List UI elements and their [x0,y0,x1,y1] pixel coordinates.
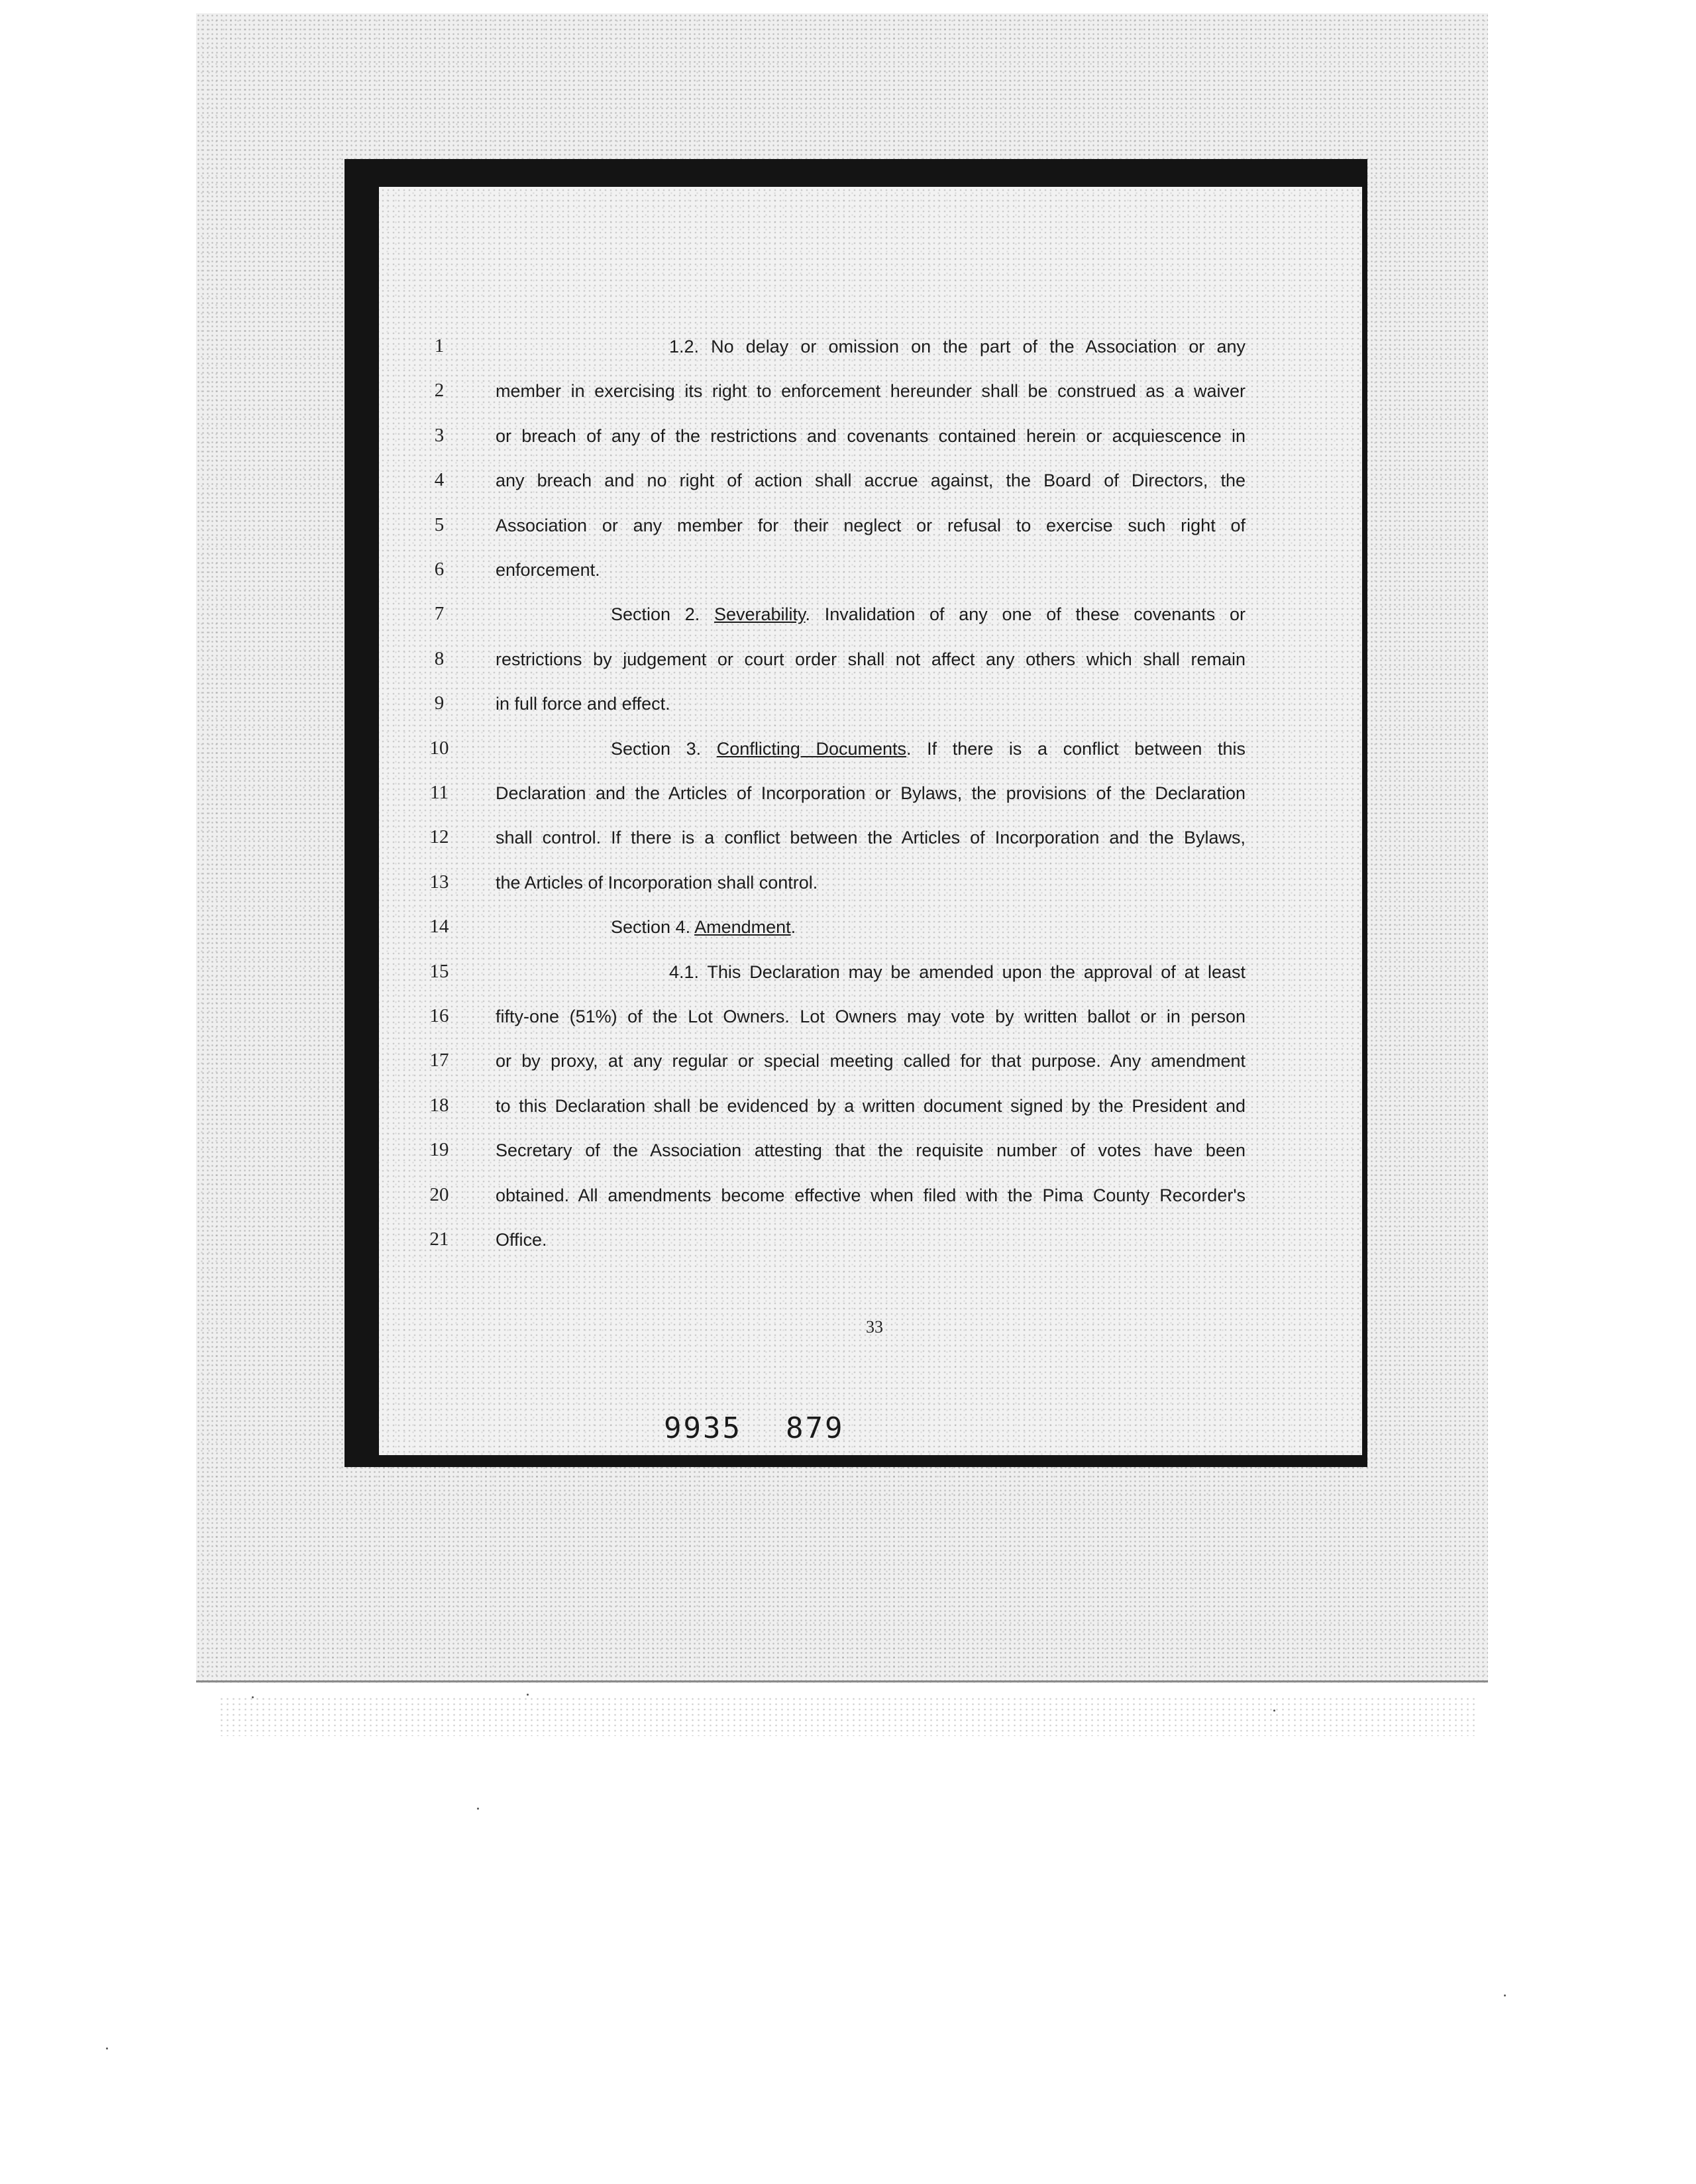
line-number: 13 [429,871,449,893]
text-segment: 1.2. No delay or omission on the part of the Association or any [669,337,1246,356]
text-segment: Secretary of the Association attesting that the requisite number of votes have been [496,1140,1246,1161]
text-segment: obtained. All amendments become effective when filed with the Pima County Recorder's [496,1185,1246,1205]
line-number: 12 [429,826,449,848]
line-number: 8 [434,647,445,669]
text-line [669,962,1246,983]
text-segment: member in exercising its right to enforcement hereunder shall be construed as a waiver [496,381,1246,402]
text-line [611,739,1246,759]
line-number: 16 [429,1005,449,1026]
line-number: 15 [429,960,449,982]
text-line [611,917,796,938]
text-line [496,426,1246,447]
scan-speck [252,1696,254,1698]
text-line [496,1051,1246,1071]
line-number: 7 [434,603,445,625]
line-number: 20 [429,1183,449,1205]
line-number: 4 [434,469,445,491]
line-number: 18 [429,1094,449,1116]
text-line [496,1007,1246,1027]
text-segment: shall control. If there is a conflict between the Articles of Incorporation and the Bylaws, [496,828,1246,848]
line-number: 17 [429,1050,449,1071]
line-number: 10 [429,737,449,759]
text-segment: to this Declaration shall be evidenced by a written document signed by the President and [496,1095,1246,1116]
text-line [496,783,1246,804]
line-number: 21 [429,1228,449,1250]
text-line [496,516,1246,536]
scan-noise-strip [219,1696,1477,1736]
line-number: 9 [434,692,445,714]
text-segment: Section 4. [611,917,695,938]
text-segment: . [790,917,796,938]
text-segment: or breach of any of the restrictions and covenants contained herein or acquiescence in [496,425,1246,446]
recording-stamp-page: 879 [786,1411,845,1445]
line-number: 14 [429,916,449,938]
text-line [496,1096,1246,1117]
text-segment: Section 3. [611,738,717,759]
line-number: 11 [430,782,449,803]
text-line [496,560,600,580]
line-number: 1 [434,335,445,356]
text-segment: Association or any member for their neglect or refusal to exercise such right of [496,515,1246,535]
text-segment: enforcement. [496,560,600,580]
text-line [496,1185,1246,1206]
text-line [496,1230,547,1250]
text-line [669,337,1246,357]
text-segment: Declaration and the Articles of Incorporation or Bylaws, the provisions of the Declaration [496,783,1246,803]
scan-speck [477,1808,479,1810]
line-number: 19 [429,1139,449,1161]
text-segment: any breach and no right of action shall accrue against, the Board of Directors, the [496,470,1246,491]
line-number: 2 [434,380,445,402]
text-segment: . If there is a conflict between this [906,738,1246,759]
text-segment: . Invalidation of any one of these covenants or [805,604,1246,625]
text-segment: fifty-one (51%) of the Lot Owners. Lot Owners may vote by written ballot or in person [496,1007,1246,1026]
section-heading: Amendment [694,917,791,938]
scan-speck [527,1694,529,1696]
text-segment: or by proxy, at any regular or special meeting called for that purpose. Any amendment [496,1051,1246,1071]
text-segment: Office. [496,1230,547,1250]
section-heading: Severability [714,604,806,625]
text-segment: the Articles of Incorporation shall control. [496,872,818,893]
scan-edge-line [196,1680,1488,1682]
text-segment: restrictions by judgement or court order shall not affect any others which shall remain [496,649,1246,669]
text-segment: Section 2. [611,604,714,625]
text-segment: in full force and effect. [496,694,670,714]
scan-speck [1273,1710,1275,1712]
page-number: 33 [866,1317,883,1337]
section-heading: Conflicting Documents [716,738,907,759]
text-line [496,873,818,893]
text-line [611,604,1246,625]
recording-stamp-docket: 9935 [664,1411,742,1445]
text-line [496,649,1246,670]
text-segment: 4.1. This Declaration may be amended upon the approval of at least [669,961,1246,982]
scan-speck [1504,1994,1506,1996]
text-line [496,1140,1246,1161]
text-line [496,694,670,714]
line-number: 5 [434,514,445,535]
line-number: 6 [434,559,445,580]
text-line [496,381,1246,402]
text-line [496,828,1246,848]
text-line [496,470,1246,491]
line-number: 3 [434,424,445,446]
scan-speck [106,2048,108,2049]
